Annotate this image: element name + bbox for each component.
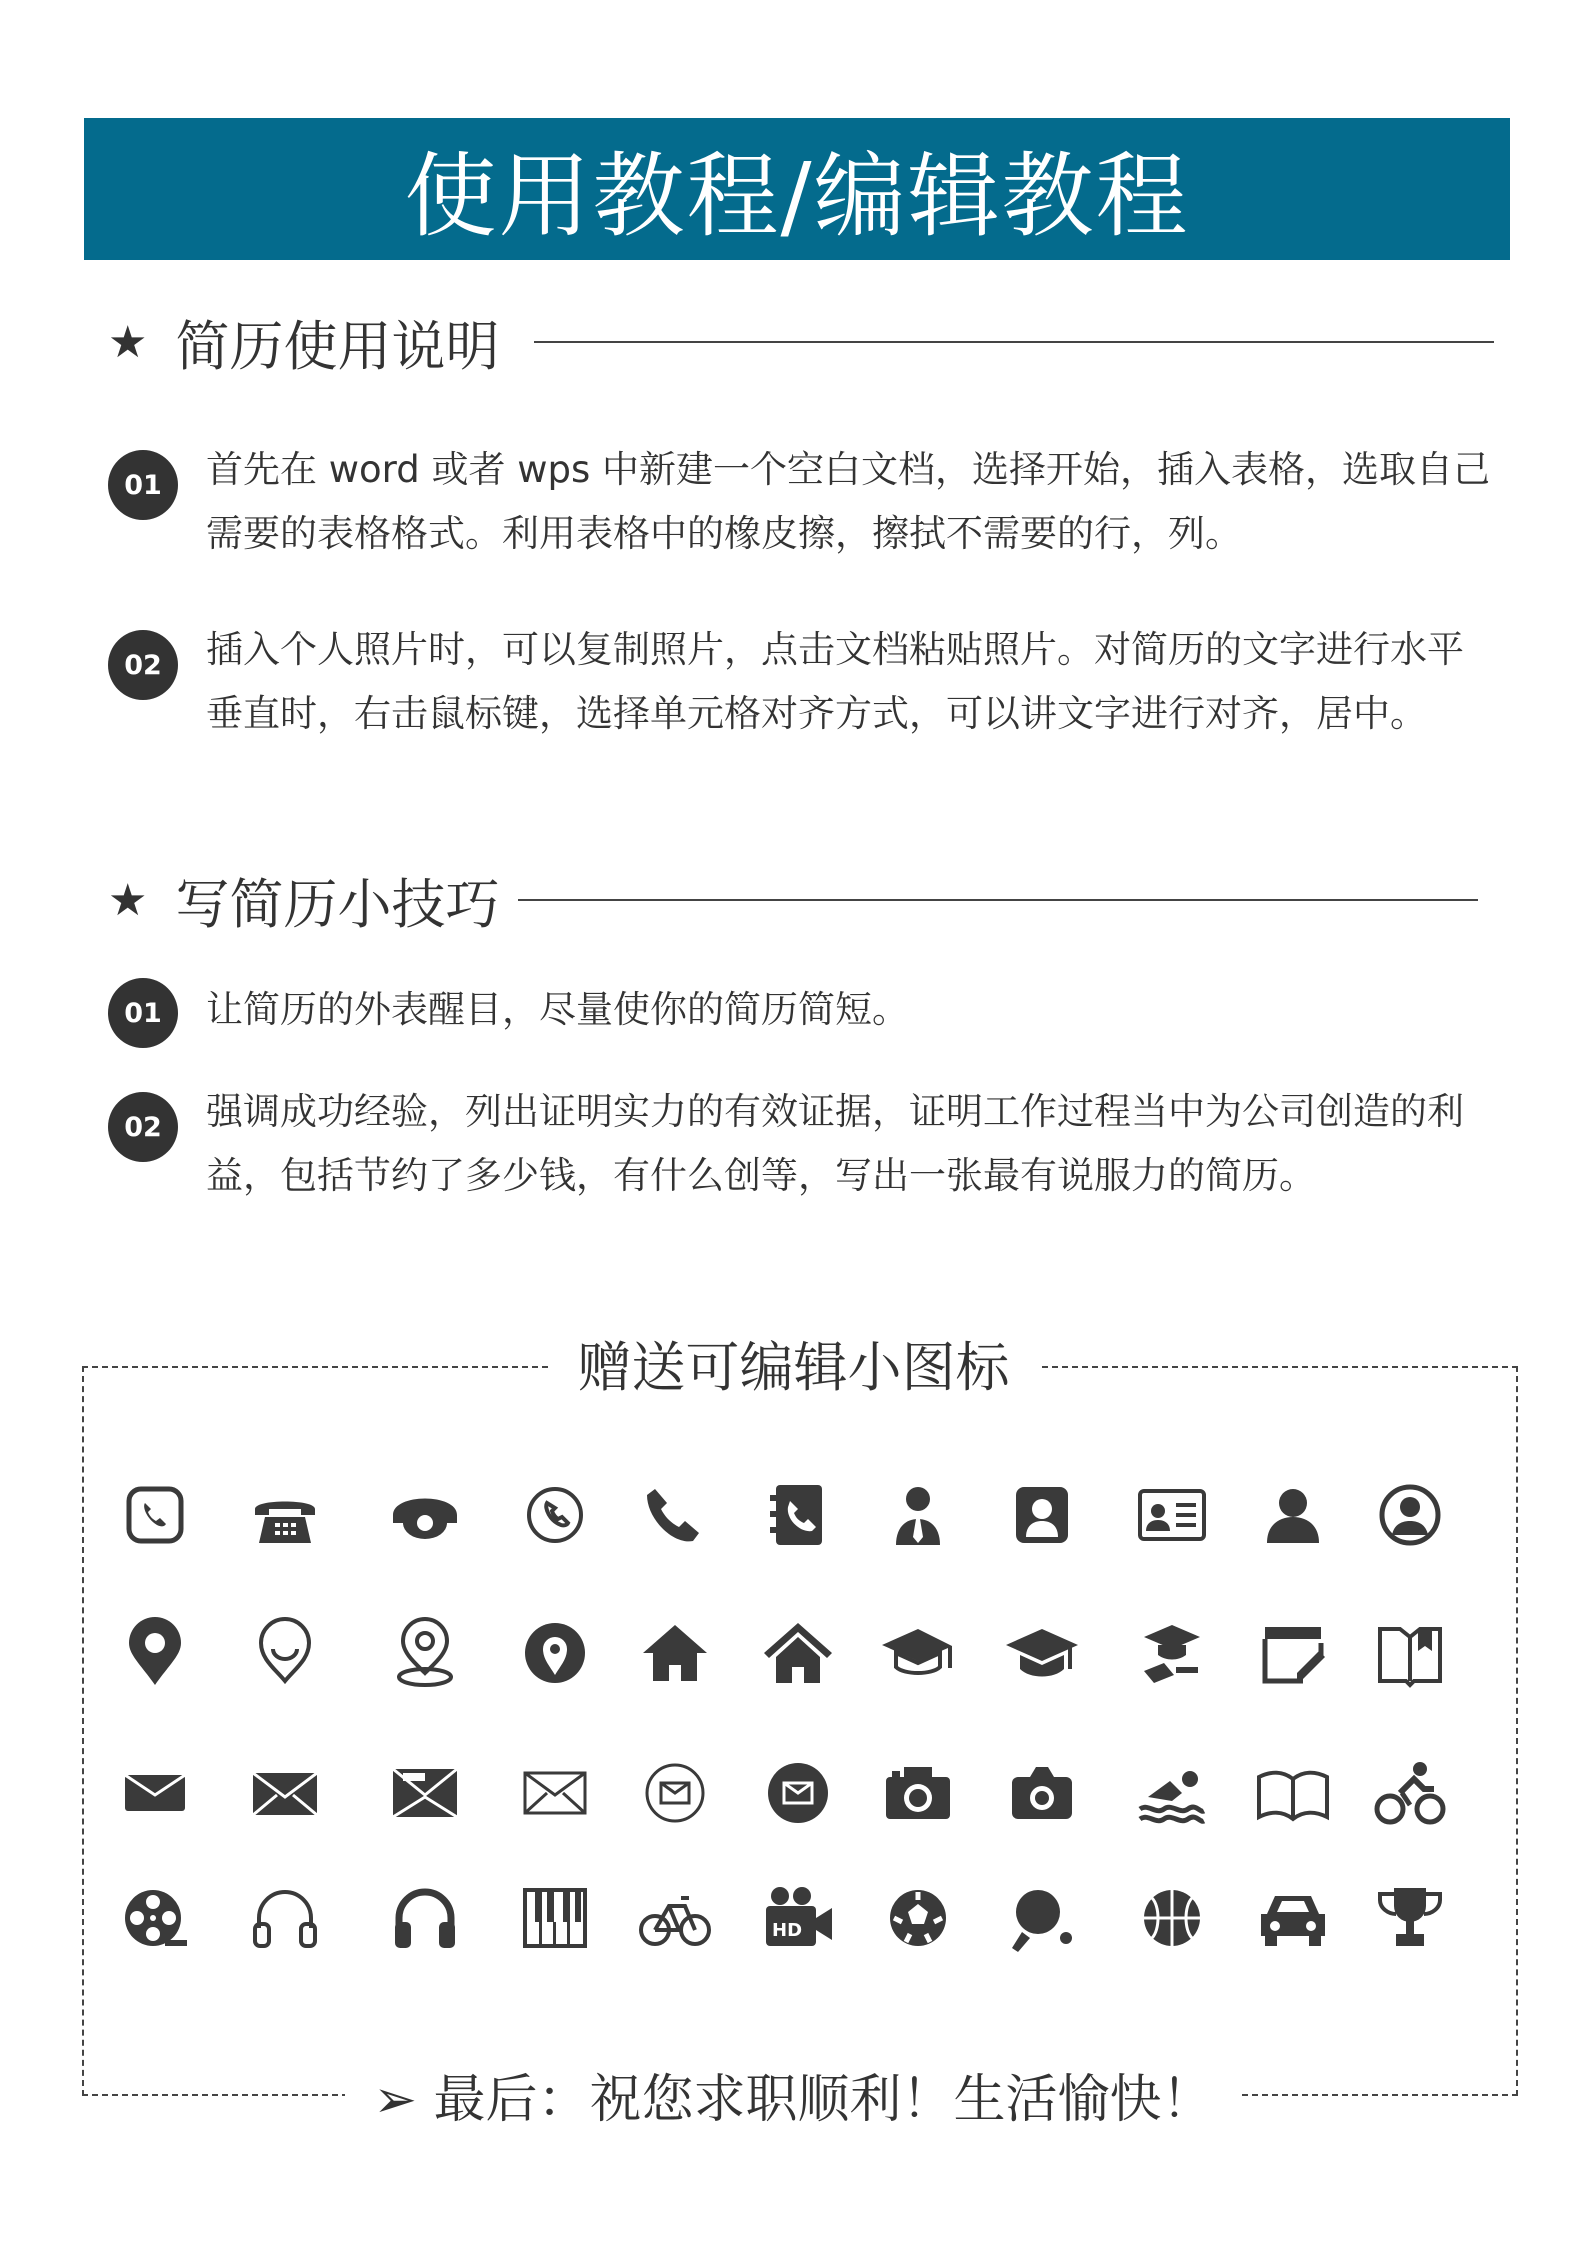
piano-icon bbox=[515, 1878, 595, 1958]
location-circle-icon bbox=[515, 1613, 595, 1693]
footer-text: ➢ 最后：祝您求职顺利！生活愉快！ bbox=[345, 2070, 1241, 2130]
graduate-icon bbox=[1132, 1613, 1212, 1693]
book-outline-icon bbox=[1253, 1753, 1333, 1833]
headphones-icon bbox=[385, 1878, 465, 1958]
mail-circle-outline-icon bbox=[635, 1753, 715, 1833]
section-header-usage bbox=[108, 307, 1488, 377]
item-text: 插入个人照片时，可以复制照片，点击文档粘贴照片。对简历的文字进行水平垂直时，右击鼠标键，选择单元格对齐方式，可以讲文字进行对齐，居中。 bbox=[206, 628, 1464, 735]
user-icon bbox=[1253, 1475, 1333, 1555]
section-title: 简历使用说明 bbox=[175, 314, 500, 378]
user-circle-icon bbox=[1370, 1475, 1450, 1555]
item-text: 让简历的外表醒目，尽量使你的简历简短。 bbox=[206, 988, 909, 1031]
footer bbox=[0, 2070, 1587, 2130]
gift-title-text: 赠送可编辑小图标 bbox=[548, 1340, 1040, 1396]
svg-text:HD: HD bbox=[772, 1920, 803, 1941]
item-text: 首先在 word 或者 wps 中新建一个空白文档，选择开始，插入表格，选取自己需要的表格格式。利用表格中的橡皮擦，擦拭不需要的行，列。 bbox=[206, 448, 1491, 555]
contact-card-icon bbox=[1002, 1475, 1082, 1555]
swimming-icon bbox=[1132, 1753, 1212, 1833]
divider bbox=[534, 341, 1494, 343]
telephone-icon bbox=[245, 1475, 325, 1555]
film-reel-icon bbox=[115, 1878, 195, 1958]
page-banner bbox=[84, 118, 1510, 260]
location-ring-icon bbox=[385, 1613, 465, 1693]
map-pin-icon bbox=[115, 1613, 195, 1693]
envelope-stamp-icon bbox=[385, 1753, 465, 1833]
divider bbox=[518, 899, 1478, 901]
rotary-phone-icon bbox=[385, 1475, 465, 1555]
video-camera-hd-icon bbox=[758, 1878, 838, 1958]
home-outline-icon bbox=[758, 1613, 838, 1693]
id-card-icon bbox=[1132, 1475, 1212, 1555]
number-badge: 02 bbox=[108, 1092, 178, 1162]
number-badge: 02 bbox=[108, 630, 178, 700]
camera-icon bbox=[878, 1753, 958, 1833]
envelope-icon bbox=[245, 1753, 325, 1833]
phone-square-icon bbox=[115, 1475, 195, 1555]
envelope-outline-icon bbox=[515, 1753, 595, 1833]
trophy-icon bbox=[1370, 1878, 1450, 1958]
house-icon bbox=[635, 1613, 715, 1693]
cycling-icon bbox=[1370, 1753, 1450, 1833]
person-tie-icon bbox=[878, 1475, 958, 1555]
page-title: 使用教程/编辑教程 bbox=[404, 143, 1190, 250]
section-header-tips bbox=[108, 865, 1488, 935]
mail-circle-icon bbox=[758, 1753, 838, 1833]
ping-pong-icon bbox=[1002, 1878, 1082, 1958]
open-book-icon bbox=[1370, 1613, 1450, 1693]
car-icon bbox=[1253, 1878, 1333, 1958]
location-outline-icon bbox=[245, 1613, 325, 1693]
edit-window-icon bbox=[1253, 1613, 1333, 1693]
camera-solid-icon bbox=[1002, 1753, 1082, 1833]
phone-circle-icon bbox=[515, 1475, 595, 1555]
number-badge: 01 bbox=[108, 450, 178, 520]
phone-book-icon bbox=[758, 1475, 838, 1555]
star-icon: ★ bbox=[108, 874, 148, 926]
star-icon: ★ bbox=[108, 316, 148, 368]
item-text: 强调成功经验，列出证明实力的有效证据，证明工作过程当中为公司创造的利益，包括节约了多少钱，有什么创等，写出一张最有说服力的简历。 bbox=[206, 1090, 1464, 1197]
gift-title bbox=[0, 1336, 1587, 1399]
number-badge: 01 bbox=[108, 978, 178, 1048]
mortarboard-icon bbox=[1002, 1613, 1082, 1693]
section-title: 写简历小技巧 bbox=[175, 872, 500, 936]
phone-handset-icon bbox=[635, 1475, 715, 1555]
headphones-outline-icon bbox=[245, 1878, 325, 1958]
graduation-cap-icon bbox=[878, 1613, 958, 1693]
soccer-ball-icon bbox=[878, 1878, 958, 1958]
bicycle-icon bbox=[635, 1878, 715, 1958]
envelope-small-icon bbox=[115, 1753, 195, 1833]
basketball-icon bbox=[1132, 1878, 1212, 1958]
